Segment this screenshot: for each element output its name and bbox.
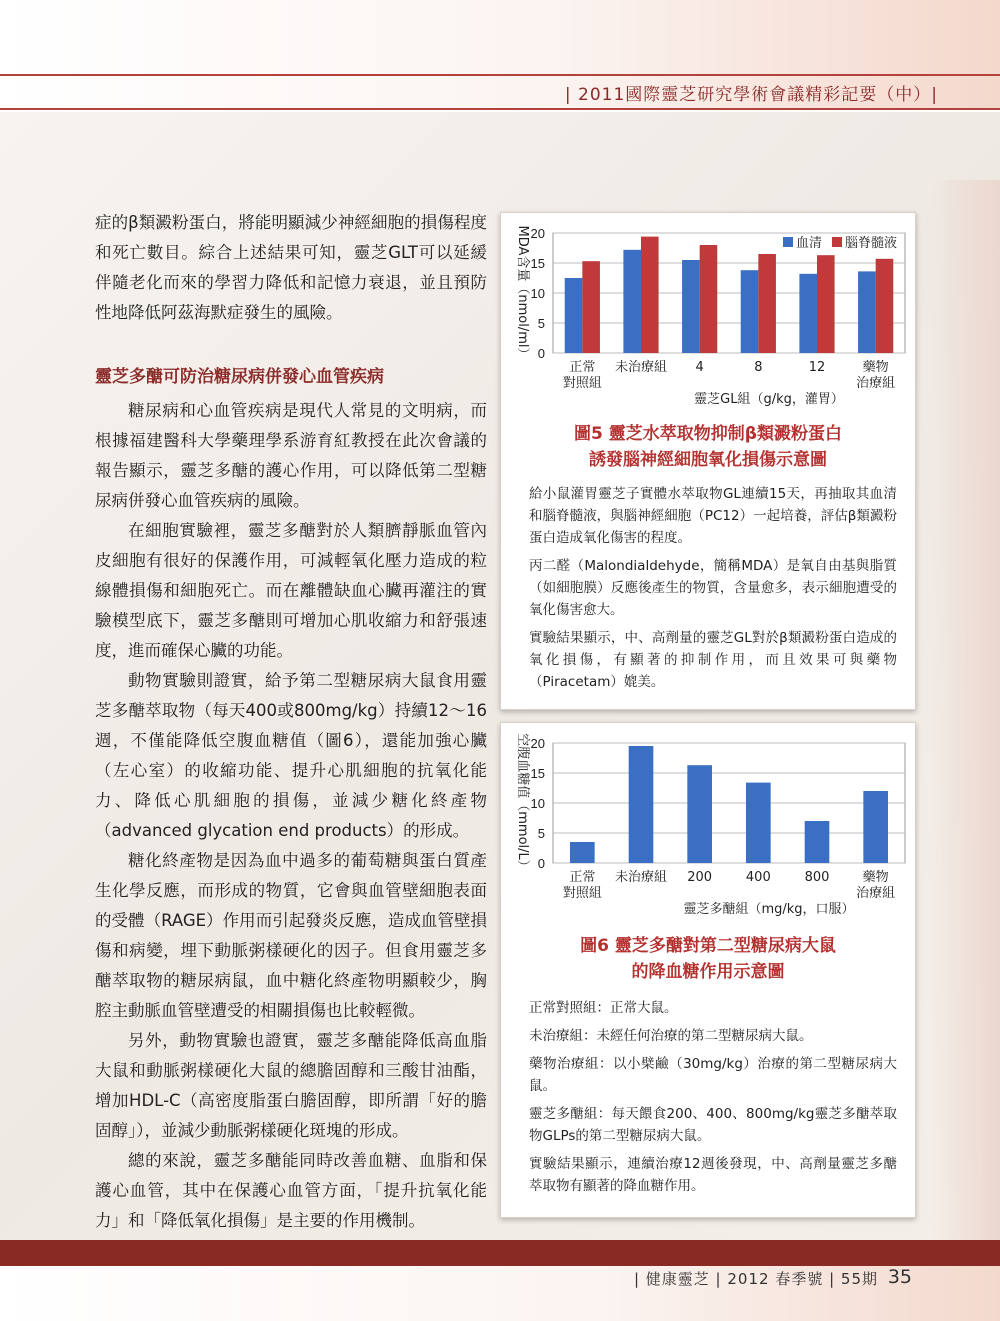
paragraph-1: 症的β類澱粉蛋白，將能明顯減少神經細胞的損傷程度和死亡數目。綜合上述結果可知，靈芝GLT可以延緩伴隨老化而來的學習力降低和記憶力衰退，並且預防性地降低阿茲海默症發生的風險。 [95,213,487,322]
bar [799,274,817,353]
y-tick-label: 20 [530,226,545,241]
paragraph-7: 總的來說，靈芝多醣能同時改善血糖、血脂和保護心血管，其中在保護心血管方面，「提升抗氧化能力」和「降低氧化損傷」是主要的作用機制。 [95,1151,487,1230]
figure-5-caption-3: 實驗結果顯示，中、高劑量的靈芝GL對於β類澱粉蛋白造成的氧化損傷，有顯著的抑制作用，而且效果可與藥物（Piracetam）媲美。 [529,630,897,690]
figure-6-title [501,933,915,985]
figure-5-caption [529,483,897,699]
section-heading: 靈芝多醣可防治糖尿病併發心血管疾病 [95,367,384,387]
category-label: 藥物 [862,870,889,885]
bar [641,237,659,353]
figure-6-caption-1: 正常對照組：正常大鼠。 [529,1000,678,1016]
paragraph-4: 動物實驗則證實，給予第二型糖尿病大鼠食用靈芝多醣萃取物（每天400或800mg/kg）持續12～16週，不僅能降低空腹血糖值（圖6），還能加強心臟（左心室）的收縮功能、提升心肌細胞的抗氧化能力、降低心肌細胞的損傷，並減少糖化終產物（advanced glycation end products）的形成。 [95,671,487,840]
figure-5-caption-2: 丙二醛（Malondialdehyde，簡稱MDA）是氧自由基與脂質（如細胞膜）反應後產生的物質，含量愈多，表示細胞遭受的氧化傷害愈大。 [529,558,897,618]
category-label: 藥物 [862,360,889,375]
figure-6-title-line2: 的降血糖作用示意圖 [631,962,785,982]
category-label: 4 [695,360,704,375]
bar [817,255,835,353]
bar [863,791,888,863]
figure-5-chart [501,213,915,413]
category-label: 正常 [569,870,596,885]
figure-6-chart [501,723,915,923]
bar [700,245,718,353]
page-number: 35 [887,1266,912,1288]
bar [741,270,759,353]
header-rule-top [0,74,1000,76]
figure-6-caption-4: 靈芝多醣組：每天餵食200、400、800mg/kg靈芝多醣萃取物GLPs的第二型糖尿病大鼠。 [529,1106,897,1144]
figure-6-caption-5: 實驗結果顯示，連續治療12週後發現，中、高劑量靈芝多醣萃取物有顯著的降血糖作用。 [529,1156,897,1194]
category-label: 未治療組 [614,360,668,375]
y-tick-label: 20 [530,736,545,751]
figure-5-title-line1: 圖5 靈芝水萃取物抑制β類澱粉蛋白 [574,424,842,444]
bar [687,765,712,863]
bar [682,260,700,353]
legend-label: 腦脊髓液 [845,236,898,251]
bar [746,783,771,863]
bar [623,250,641,353]
decorative-edge [930,180,1000,1240]
running-header: | 2011國際靈芝研究學術會議精彩記要（中）| [564,85,938,105]
header-rule-bottom [0,108,1000,110]
paragraph-3: 在細胞實驗裡，靈芝多醣對於人類臍靜脈血管內皮細胞有很好的保護作用，可減輕氧化壓力造成的粒線體損傷和細胞死亡。而在離體缺血心臟再灌注的實驗模型底下，靈芝多醣則可增加心肌收縮力和舒張速度，進而確保心臟的功能。 [95,521,487,660]
x-axis-label: 靈芝多醣組（mg/kg，口服） [683,902,855,917]
figure-5-panel [500,212,916,710]
x-axis-label: 靈芝GL組（g/kg，灌胃） [694,392,844,407]
category-label: 400 [745,870,771,885]
category-label: 治療組 [856,376,896,391]
bar [582,261,600,353]
y-tick-label: 0 [537,856,545,871]
category-label: 對照組 [562,376,602,391]
bar [565,278,583,353]
figure-6-title-line1: 圖6 靈芝多醣對第二型糖尿病大鼠 [580,936,836,956]
bar [858,271,876,353]
y-tick-label: 15 [530,766,545,781]
y-axis-label: 空腹血糖值（mmol/L） [515,733,530,873]
y-tick-label: 5 [537,826,545,841]
figure-5-caption-1: 給小鼠灌胃靈芝子實體水萃取物GL連續15天，再抽取其血清和腦脊髓液，與腦神經細胞（PC12）一起培養，評估β類澱粉蛋白造成氧化傷害的程度。 [529,486,897,546]
category-label: 200 [687,870,713,885]
bar [876,259,894,353]
legend-label: 血清 [796,236,823,251]
footer-band [0,1240,1000,1266]
category-label: 對照組 [562,886,602,901]
bar [570,842,595,863]
category-label: 800 [804,870,830,885]
main-text-column [95,208,487,1236]
figure-6-caption [529,997,897,1203]
legend-swatch [832,237,842,247]
legend-swatch [783,237,793,247]
bar [805,821,830,863]
paragraph-2: 糖尿病和心血管疾病是現代人常見的文明病，而根據福建醫科大學藥理學系游育紅教授在此次會議的報告顯示，靈芝多醣的護心作用，可以降低第二型糖尿病併發心血管疾病的風險。 [95,401,487,510]
figure-5-title-line2: 誘發腦神經細胞氧化損傷示意圖 [589,450,827,470]
paragraph-6: 另外，動物實驗也證實，靈芝多醣能降低高血脂大鼠和動脈粥樣硬化大鼠的總膽固醇和三酸甘油酯，增加HDL-C（高密度脂蛋白膽固醇，即所謂「好的膽固醇」），並減少動脈粥樣硬化斑塊的形成。 [95,1031,487,1140]
figure-6-caption-2: 未治療組：未經任何治療的第二型糖尿病大鼠。 [529,1028,813,1044]
y-axis-label: MDA含量（nmol/ml） [515,225,530,361]
paragraph-5: 糖化終產物是因為血中過多的葡萄糖與蛋白質產生化學反應，而形成的物質，它會與血管壁細胞表面的受體（RAGE）作用而引起發炎反應，造成血管壁損傷和病變，埋下動脈粥樣硬化的因子。但食用靈芝多醣萃取物的糖尿病鼠，血中糖化終產物明顯較少，胸腔主動脈血管壁遭受的相關損傷也比較輕微。 [95,851,487,1020]
figure-6-caption-3: 藥物治療組：以小檗鹼（30mg/kg）治療的第二型糖尿病大鼠。 [529,1056,897,1094]
footer-text: | 健康靈芝 | 2012 春季號 | 55期 [633,1270,878,1288]
figure-6-panel [500,722,916,1218]
y-tick-label: 15 [530,256,545,271]
figure-5-title [501,421,915,473]
y-tick-label: 5 [537,316,545,331]
category-label: 正常 [569,360,596,375]
category-label: 12 [808,360,826,375]
y-tick-label: 0 [537,346,545,361]
category-label: 8 [754,360,763,375]
category-label: 未治療組 [614,870,668,885]
bar [758,254,776,353]
bar [629,746,654,863]
category-label: 治療組 [856,886,896,901]
y-tick-label: 10 [530,796,545,811]
y-tick-label: 10 [530,286,545,301]
